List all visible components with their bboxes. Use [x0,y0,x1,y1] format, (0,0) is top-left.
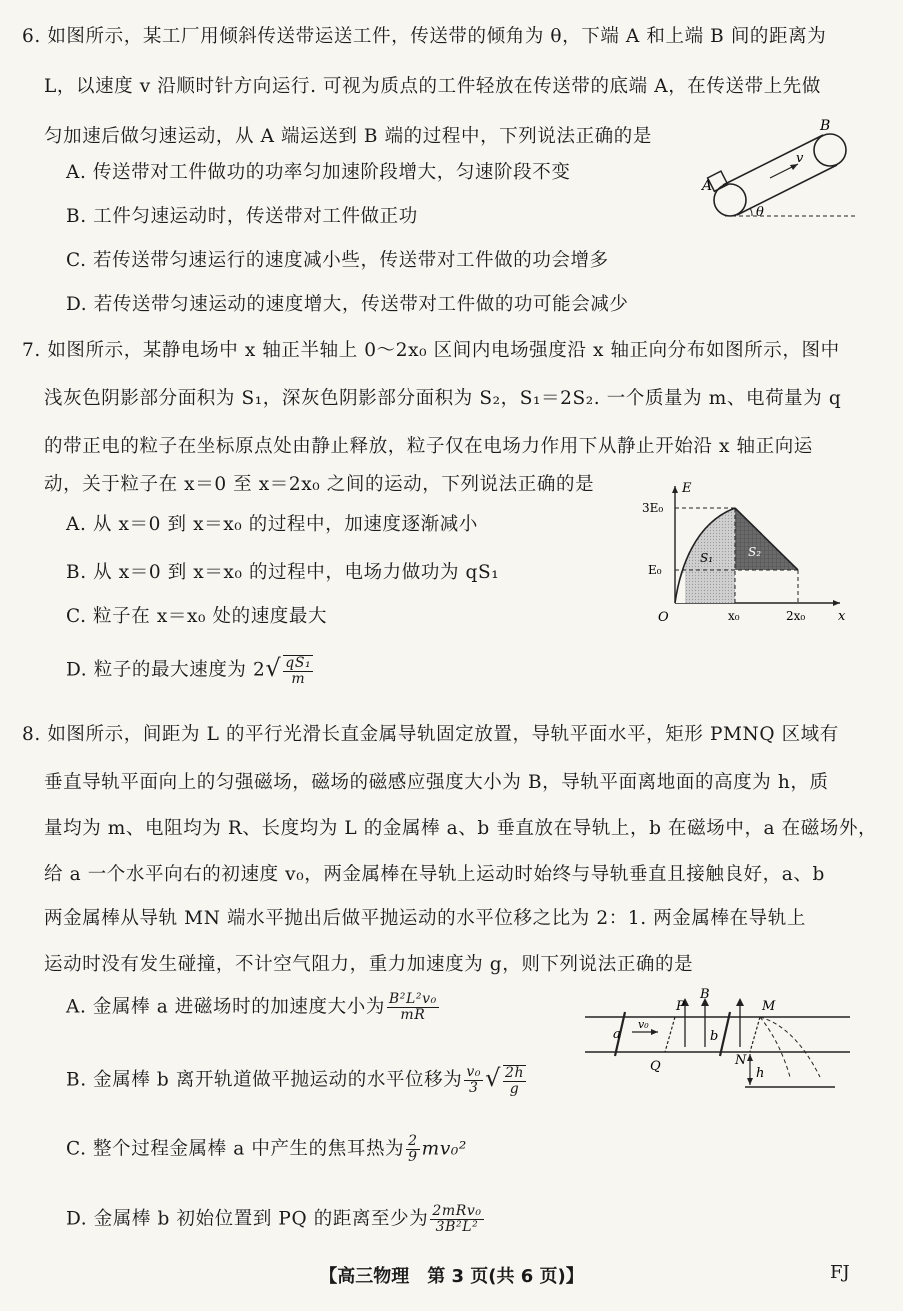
conveyor-belt-figure [690,118,860,228]
frac-numerator: 2h [505,1065,525,1081]
q6-option-b: B. 工件匀速运动时，传送带对工件做正功 [66,206,418,227]
q7-option-b: B. 从 x＝0 到 x＝x₀ 的过程中，电场力做功为 qS₁ [66,562,500,583]
label-b: B [820,118,831,134]
q6-line-3: 匀加速后做匀速运动，从 A 端运送到 B 端的过程中，下列说法正确的是 [44,126,652,147]
label-v: v [796,151,804,166]
rail-magnetic-field-figure [580,982,860,1102]
q8-option-d-text: D. 金属棒 b 初始位置到 PQ 的距离至少为 [66,1208,429,1230]
tick-3e0: 3E₀ [642,501,664,515]
tick-e0: E₀ [648,563,662,577]
label-m: M [762,999,776,1014]
sqrt-expression: √ $\frac{2h}{g}$ [485,1064,525,1097]
q7-option-a: A. 从 x＝0 到 x＝x₀ 的过程中，加速度逐渐减小 [66,514,478,535]
label-rod-a: a [613,1027,621,1042]
q8-option-a-text: A. 金属棒 a 进磁场时的加速度大小为 [66,996,385,1018]
q7-line-1: 7. 如图所示，某静电场中 x 轴正半轴上 0～2x₀ 区间内电场强度沿 x 轴正向分布如图所示，图中 [22,340,840,361]
q8-line-5: 两金属棒从导轨 MN 端水平抛出后做平抛运动的水平位移之比为 2：1. 两金属棒在导轨上 [44,908,806,929]
frac-denominator: mR [400,1007,426,1023]
area-s2-label: S₂ [748,545,762,559]
q8-line-6: 运动时没有发生碰撞，不计空气阻力，重力加速度为 g，则下列说法正确的是 [44,954,694,975]
label-q: Q [650,1059,661,1074]
q8-option-b [66,1064,528,1097]
frac-numerator: v₀ [466,1064,482,1080]
corner-code: FJ [830,1262,850,1283]
q8-option-c [66,1134,467,1165]
q6-option-c: C. 若传送带匀速运行的速度减小些，传送带对工件做的功会增多 [66,250,609,271]
q7-line-4: 动，关于粒子在 x＝0 至 x＝2x₀ 之间的运动，下列说法正确的是 [44,474,595,495]
efield-graph [640,478,850,628]
label-n: N [735,1053,747,1068]
label-theta: θ [756,205,764,220]
label-p: P [676,999,685,1014]
q8-line-1: 8. 如图所示，间距为 L 的平行光滑长直金属导轨固定放置，导轨平面水平，矩形 PMNQ 区域有 [22,724,839,745]
frac-numerator: B²L²v₀ [388,991,437,1007]
frac-denominator: 3B²L² [435,1219,479,1235]
x-axis-label: x [838,609,846,624]
q7-option-c: C. 粒子在 x＝x₀ 处的速度最大 [66,606,328,627]
e-axis-label: E [682,481,692,496]
label-b-field: B [700,987,710,1002]
q6-line-2: L，以速度 v 沿顺时针方向运行. 可视为质点的工件轻放在传送带的底端 A，在传送带上先做 [44,76,822,97]
q8-option-c-suffix: mv₀² [421,1138,467,1160]
frac-denominator: g [509,1081,520,1097]
q8-option-b-text: B. 金属棒 b 离开轨道做平抛运动的水平位移为 [66,1069,463,1091]
label-h: h [756,1066,765,1081]
label-v0: v₀ [638,1018,649,1031]
sqrt-expression: √ $\frac{\text{qS₁}}{m}$ [265,654,312,687]
q8-line-2: 垂直导轨平面向上的匀强磁场，磁场的磁感应强度大小为 B，导轨平面离地面的高度为 h，质 [44,772,829,793]
q8-line-3: 量均为 m、电阻均为 R、长度均为 L 的金属棒 a、b 垂直放在导轨上，b 在磁场中，a 在磁场外， [44,818,878,839]
frac-denominator: 3 [468,1080,479,1096]
label-rod-b: b [710,1029,719,1044]
label-a: A [702,178,713,194]
q8-option-a [66,992,441,1023]
page-footer: 【高三物理 第 3 页(共 6 页)】 [319,1266,584,1287]
frac-denominator: m [291,671,306,687]
q6-option-d: D. 若传送带匀速运动的速度增大，传送带对工件做的功可能会减少 [66,294,629,315]
q8-option-d [66,1204,486,1235]
q6-line-1: 6. 如图所示，某工厂用倾斜传送带运送工件，传送带的倾角为 θ，下端 A 和上端 B 间的距离为 [22,26,827,47]
q8-line-4: 给 a 一个水平向右的初速度 v₀，两金属棒在导轨上运动时始终与导轨垂直且接触良好，a、b [44,864,825,885]
q6-option-a: A. 传送带对工件做功的功率匀加速阶段增大，匀速阶段不变 [66,162,571,183]
frac-numerator: 2mRv₀ [432,1203,482,1219]
origin-label: O [658,610,669,625]
q7-option-d-text: D. 粒子的最大速度为 2 [66,659,266,681]
tick-2x0: 2x₀ [786,609,806,623]
q7-option-d [66,654,315,687]
q7-line-2: 浅灰色阴影部分面积为 S₁，深灰色阴影部分面积为 S₂，S₁＝2S₂. 一个质量为 m、电荷量为 q [44,388,842,409]
frac-denominator: 9 [408,1149,418,1165]
area-s1-label: S₁ [700,551,714,565]
q8-option-c-text: C. 整个过程金属棒 a 中产生的焦耳热为 [66,1138,405,1160]
frac-numerator: 2 [408,1133,418,1149]
frac-numerator: qS₁ [285,655,312,671]
tick-x0: x₀ [728,609,740,623]
q7-line-3: 的带正电的粒子在坐标原点处由静止释放，粒子仅在电场力作用下从静止开始沿 x 轴正向运 [44,436,813,457]
